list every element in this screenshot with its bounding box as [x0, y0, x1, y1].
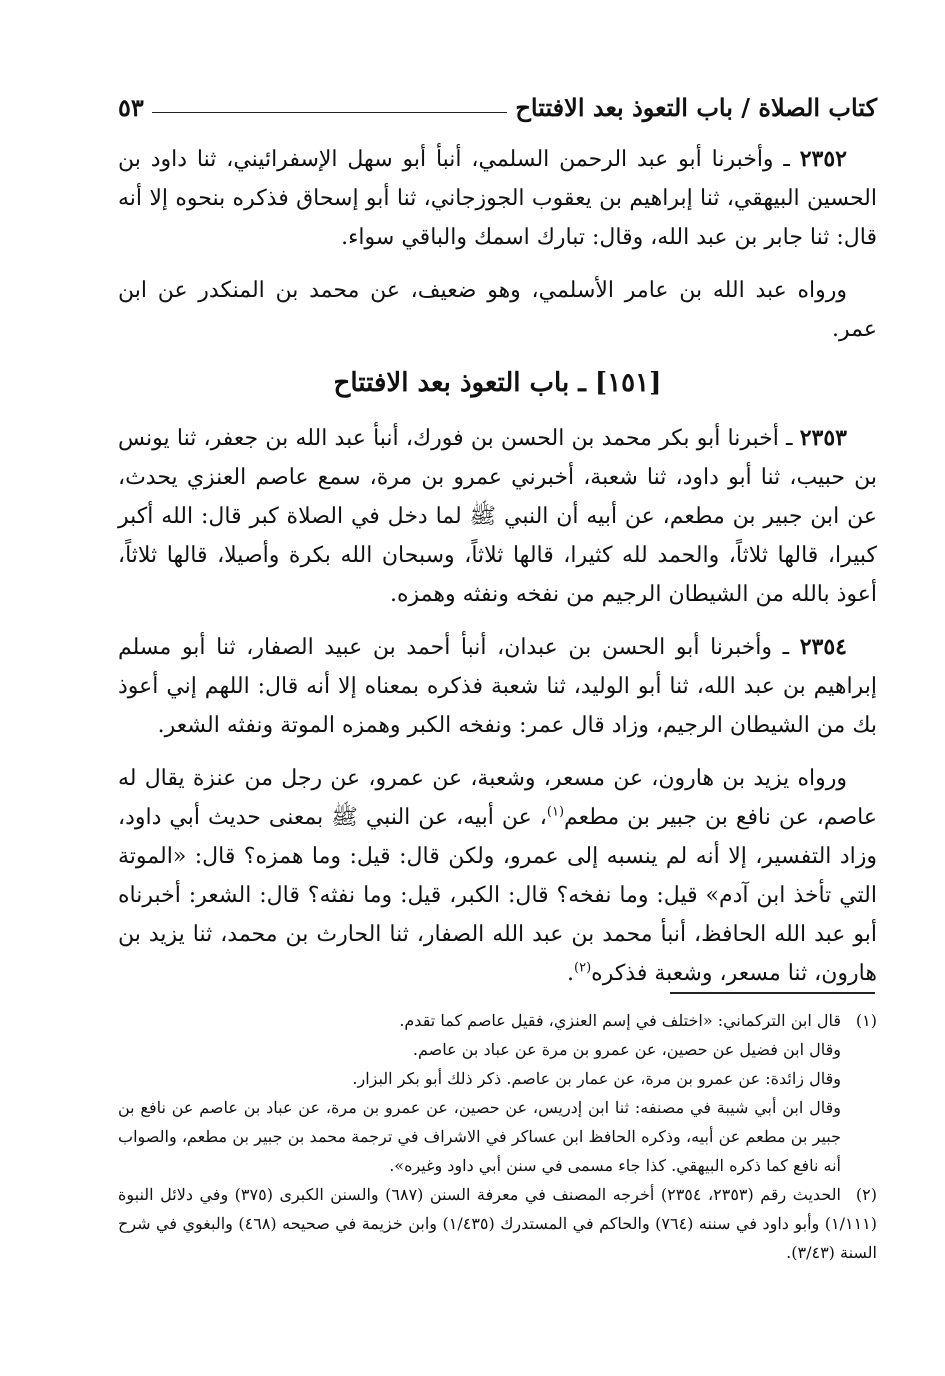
narration-text-a: ورواه يزيد بن هارون، عن مسعر، وشعبة، عن عمرو، عن رجل من عنزة يقال له عاصم، عن نافع بن جبير بن مطعم	[118, 766, 877, 830]
header-rule	[152, 112, 508, 113]
hadith-text: ـ وأخبرنا أبو الحسن بن عبدان، أنبأ أحمد بن عبيد الصفار، ثنا أبو مسلم إبراهيم بن عبد الله، ثنا أبو الوليد، ثنا شعبة فذكره بمعناه إلا أنه قال: اللهم إني أعوذ بك من الشيطان الرجيم، وزاد قال عمر: ونفخه الكبر وهمزه الموتة ونفثه الشعر.	[118, 635, 877, 738]
footnote-1-line-4: وقال ابن أبي شيبة في مصنفه: ثنا ابن إدريس، عن حصين، عن عمرو بن مرة، عن عباد بن عاصم عن نافع بن جبير بن مطعم عن أبيه، وذكره الحافظ ابن عساكر في الاشراف في ترجمة محمد بن جبير بن مطعم، والصواب أنه نافع كما ذكره البيهقي. كذا جاء مسمى في سنن أبي داود وغيره».	[118, 1098, 841, 1175]
page-header	[118, 82, 877, 122]
narration-text: ورواه عبد الله بن عامر الأسلمي، وهو ضعيف، عن محمد بن المنكدر عن ابن عمر.	[118, 278, 877, 342]
hadith-2353	[118, 419, 877, 614]
page-number: ٥٣	[118, 93, 144, 122]
footnote-line: قال ابن التركماني: «اختلف في إسم العنزي، فقيل عاصم كما تقدم.	[399, 1011, 841, 1030]
narration-note	[118, 271, 877, 349]
narration-text-c: .	[567, 961, 575, 986]
footnote-1-line-3: وقال زائدة: عن عمرو بن مرة، عن عمار بن عاصم. ذكر ذلك أبو بكر البزار.	[352, 1069, 841, 1088]
narration-text-b: ، عن أبيه، عن النبي ﷺ بمعنى حديث أبي داود، وزاد التفسير، إلا أنه لم ينسبه إلى عمرو، ولكن قال: قيل: وما همزه؟ قال: «الموتة التي تأخذ ابن آدم» قيل: وما نفخه؟ قال: الكبر، قيل: وما نفثه؟ قال: الشعر: أخبرناه أبو عبد الله الحافظ، أنبأ محمد بن عبد الله الصفار، ثنا الحارث بن محمد، ثنا يزيد بن هارون، ثنا مسعر، وشعبة فذكره	[118, 805, 877, 986]
footnote-2	[118, 1180, 877, 1267]
footnote-ref-2[interactable]: (٢)	[574, 960, 592, 976]
footnote-1	[118, 1006, 877, 1035]
footnote-text: الحديث رقم (٢٣٥٣، ٢٣٥٤) أخرجه المصنف في معرفة السنن (٦٨٧) والسنن الكبرى (٣٧٥) وفي دلائل النبوة (١/١١١) وأبو داود في سننه (٧٦٤) والحاكم في المستدرك (١/٤٣٥) وابن خزيمة في صحيحه (٤٦٨) والبغوي في شرح السنة (٣/٤٣).	[118, 1185, 878, 1262]
hadith-2352	[118, 140, 877, 257]
footnote-ref-1[interactable]: (١)	[546, 804, 565, 820]
footnotes	[118, 1006, 877, 1267]
hadith-text: ـ وأخبرنا أبو عبد الرحمن السلمي، أنبأ أبو سهل الإسفرائيني، ثنا داود بن الحسين البيهقي، ثنا إبراهيم بن يعقوب الجوزجاني، ثنا أبو إسحاق فذكره بنحوه إلا أنه قال: ثنا جابر بن عبد الله، وقال: تبارك اسمك والباقي سواء.	[118, 147, 877, 250]
hadith-2354	[118, 628, 877, 745]
hadith-text: ـ أخبرنا أبو بكر محمد بن الحسن بن فورك، أنبأ عبد الله بن جعفر، ثنا يونس بن حبيب، ثنا أبو داود، ثنا شعبة، أخبرني عمرو بن مرة، سمع عاصم العنزي يحدث، عن ابن جبير بن مطعم، عن أبيه أن النبي ﷺ لما دخل في الصلاة كبر قال: الله أكبر كبيرا، قالها ثلاثاً، والحمد لله كثيرا، قالها ثلاثاً، وسبحان الله بكرة وأصيلا، قالها ثلاثاً، أعوذ بالله من الشيطان الرجيم من نفخه ونفثه وهمزه.	[118, 426, 877, 607]
chapter-heading: [١٥١] ـ باب التعوذ بعد الافتتاح	[333, 368, 662, 398]
hadith-number: ٢٣٥٤	[799, 634, 847, 660]
hadith-number: ٢٣٥٣	[799, 425, 847, 451]
footnote-1-line-2: وقال ابن فضيل عن حصين، عن عمرو بن مرة عن عباد بن عاصم.	[412, 1040, 841, 1059]
footnote-separator	[670, 992, 875, 994]
footnote-number: (٢)	[855, 1185, 878, 1204]
main-text	[118, 140, 877, 1007]
running-title: كتاب الصلاة / باب التعوذ بعد الافتتاح	[515, 93, 877, 122]
hadith-number: ٢٣٥٢	[799, 146, 847, 172]
narration-yazid	[118, 759, 877, 993]
footnote-number: (١)	[855, 1011, 877, 1030]
